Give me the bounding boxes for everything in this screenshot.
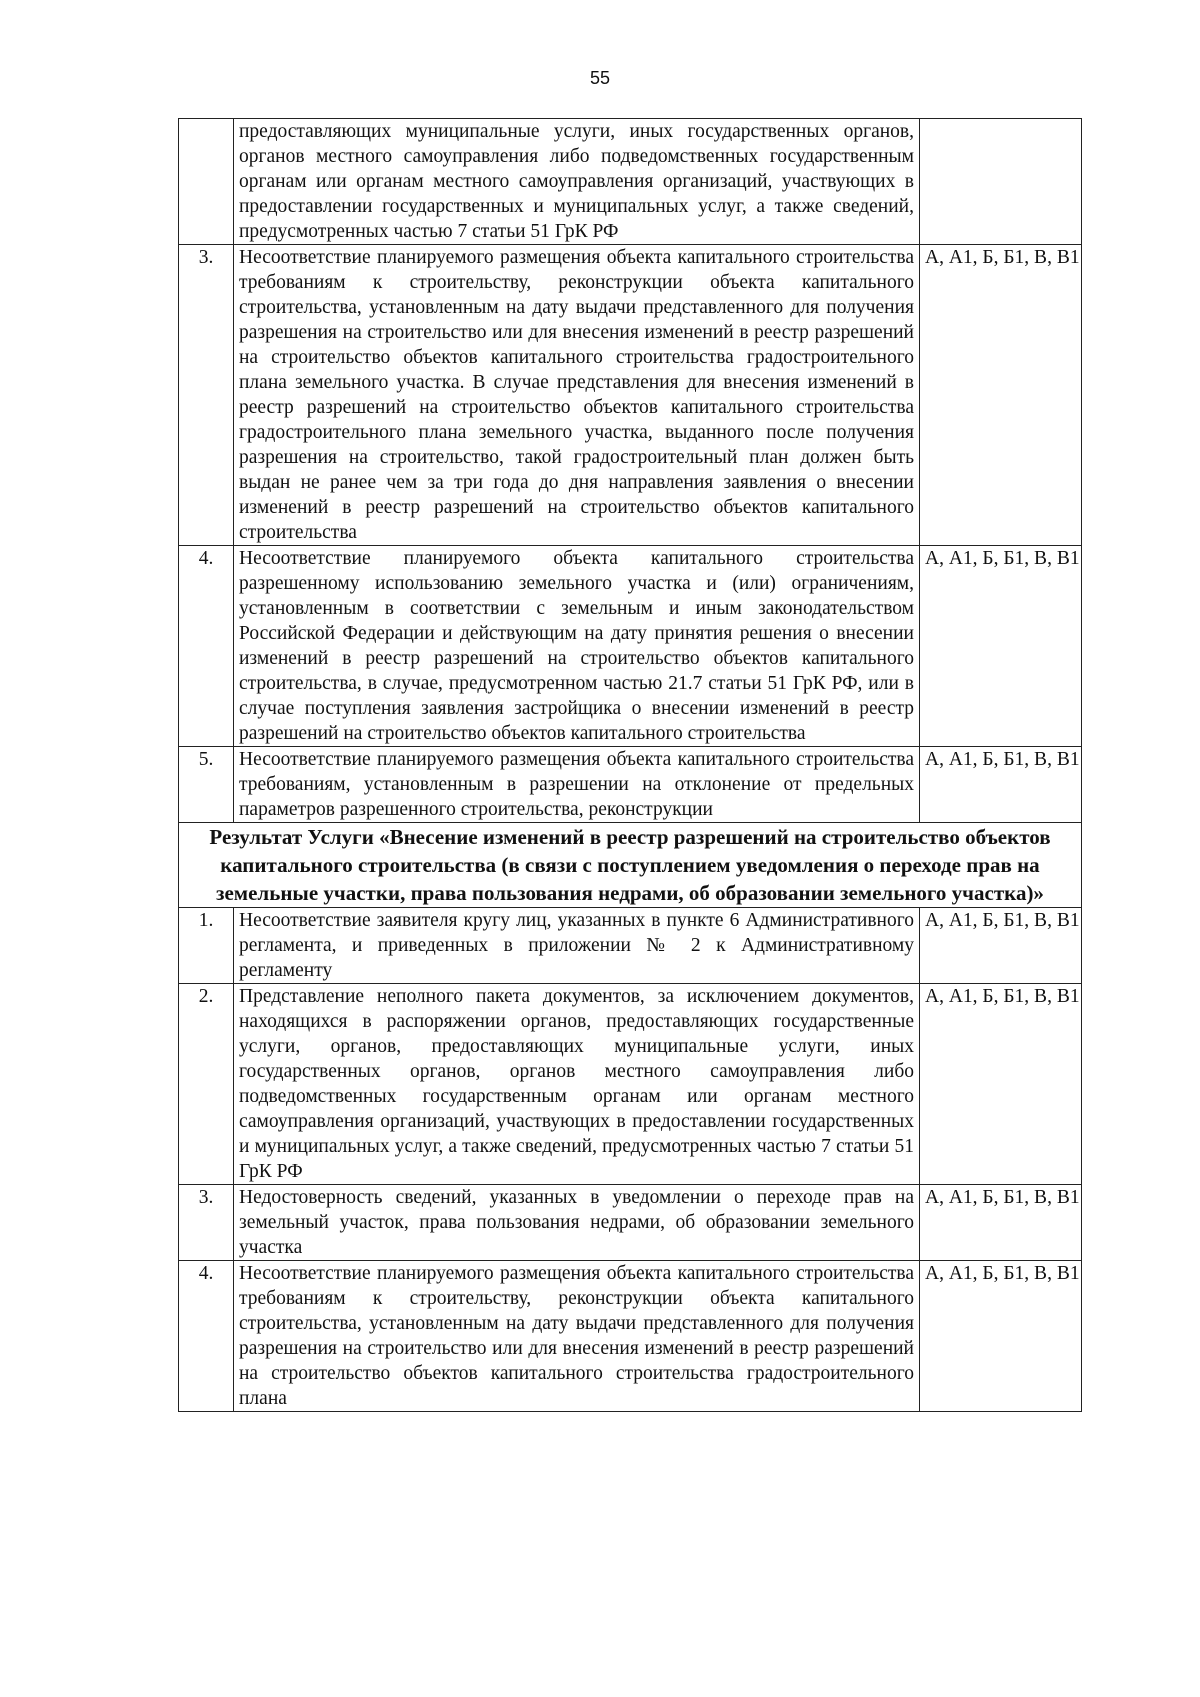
row-text: Несоответствие планируемого размещения объекта капитального строительства требованиям, установленным в разрешении на отклонение от предельных параметров разрешенного строительства, реконструкции <box>234 747 920 823</box>
row-number: 2. <box>179 984 234 1185</box>
row-text: предоставляющих муниципальные услуги, иных государственных органов, органов местного самоуправления либо подведомственных государственным органам или органам местного самоуправления организаций, участвующих в предоставлении государственных и муниципальных услуг, а также сведений, предусмотренных частью 7 статьи 51 ГрК РФ <box>234 119 920 245</box>
row-codes: А, А1, Б, Б1, В, В1 <box>920 1261 1082 1412</box>
row-text: Представление неполного пакета документов, за исключением документов, находящихся в распоряжении органов, предоставляющих государственные услуги, органов, предоставляющих муниципальные услуги, иных государственных органов, органов местного самоуправления либо подведомственных государственным органам или органам местного самоуправления организаций, участвующих в предоставлении государственных и муниципальных услуг, а также сведений, предусмотренных частью 7 статьи 51 ГрК РФ <box>234 984 920 1185</box>
row-text: Недостоверность сведений, указанных в уведомлении о переходе прав на земельный участок, права пользования недрами, об образовании земельного участка <box>234 1185 920 1261</box>
row-number <box>179 119 234 245</box>
row-codes: А, А1, Б, Б1, В, В1 <box>920 1185 1082 1261</box>
table-row <box>179 984 1082 1185</box>
table-row <box>179 119 1082 245</box>
row-codes: А, А1, Б, Б1, В, В1 <box>920 245 1082 546</box>
row-codes <box>920 119 1082 245</box>
row-number: 1. <box>179 908 234 984</box>
section-heading: Результат Услуги «Внесение изменений в реестр разрешений на строительство объектов капитального строительства (в связи с поступлением уведомления о переходе прав на земельные участки, права пользования недрами, об образовании земельного участка)» <box>179 823 1082 908</box>
table-row <box>179 1185 1082 1261</box>
row-number: 3. <box>179 245 234 546</box>
row-text: Несоответствие заявителя кругу лиц, указанных в пункте 6 Административного регламента, и приведенных в приложении № 2 к Административному регламенту <box>234 908 920 984</box>
page-number: 55 <box>589 68 611 88</box>
row-number: 3. <box>179 1185 234 1261</box>
row-number: 4. <box>179 546 234 747</box>
table-row <box>179 546 1082 747</box>
row-codes: А, А1, Б, Б1, В, В1 <box>920 546 1082 747</box>
row-codes: А, А1, Б, Б1, В, В1 <box>920 908 1082 984</box>
table-row <box>179 908 1082 984</box>
table-row <box>179 245 1082 546</box>
section-heading-row <box>179 823 1082 908</box>
row-codes: А, А1, Б, Б1, В, В1 <box>920 747 1082 823</box>
row-number: 4. <box>179 1261 234 1412</box>
row-text: Несоответствие планируемого размещения объекта капитального строительства требованиям к строительству, реконструкции объекта капитального строительства, установленным на дату выдачи представленного для получения разрешения на строительство или для внесения изменений в реестр разрешений на строительство объектов капитального строительства градостроительного плана <box>234 1261 920 1412</box>
row-number: 5. <box>179 747 234 823</box>
requirements-table <box>178 118 1082 1412</box>
row-text: Несоответствие планируемого объекта капитального строительства разрешенному использованию земельного участка и (или) ограничениям, установленным в соответствии с земельным и иным законодательством Российской Федерации и действующим на дату принятия решения о внесении изменений в реестр разрешений на строительство объектов капитального строительства, в случае, предусмотренном частью 21.7 статьи 51 ГрК РФ, или в случае поступления заявления застройщика о внесении изменений в реестр разрешений на строительство объектов капитального строительства <box>234 546 920 747</box>
table-row <box>179 747 1082 823</box>
table-row <box>179 1261 1082 1412</box>
row-text: Несоответствие планируемого размещения объекта капитального строительства требованиям к строительству, реконструкции объекта капитального строительства, установленным на дату выдачи представленного для получения разрешения на строительство или для внесения изменений в реестр разрешений на строительство объектов капитального строительства градостроительного плана земельного участка. В случае представления для внесения изменений в реестр разрешений на строительство объектов капитального строительства градостроительного плана земельного участка, выданного после получения разрешения на строительство, такой градостроительный план должен быть выдан не ранее чем за три года до дня направления заявления о внесении изменений в реестр разрешений на строительство объектов капитального строительства <box>234 245 920 546</box>
row-codes: А, А1, Б, Б1, В, В1 <box>920 984 1082 1185</box>
